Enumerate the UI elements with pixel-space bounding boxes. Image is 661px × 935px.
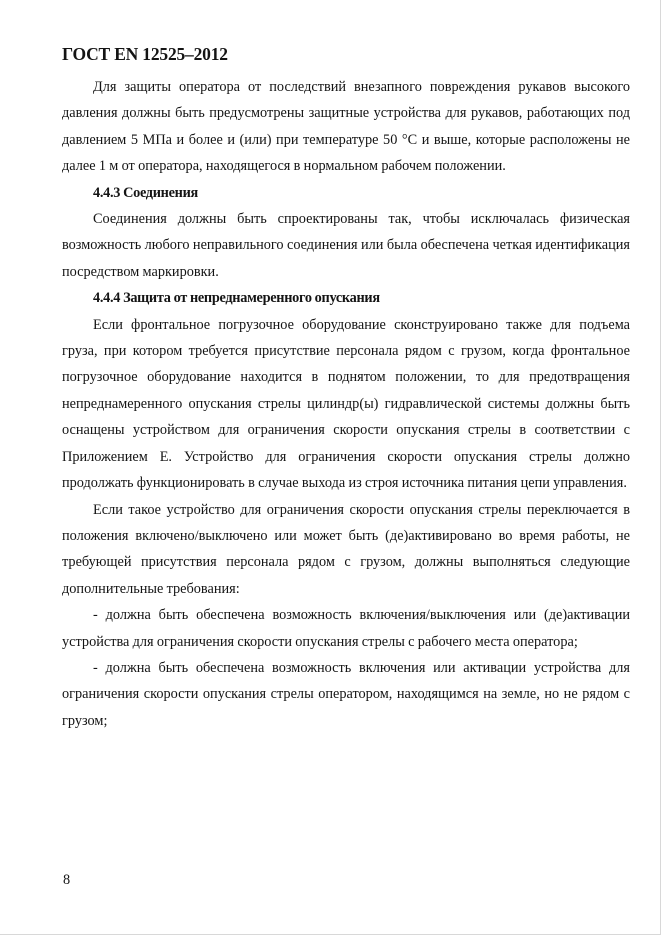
paragraph-lowering-device: Если фронтальное погрузочное оборудование сконструировано также для подъема груза, при котором требуется присутствие персонала рядом с грузом, когда фронтальное погрузочное оборудование находится в поднятом положении, то для предотвращения непреднамеренного опускания стрелы цилиндр(ы) гидравлической системы должны быть оснащены устройством для ограничения скорости опускания стрелы в соответствии с Приложением Е. Устройство для ограничения скорости опускания стрелы должно продолжать функционировать в случае выхода из строя источника питания цепи управления. (62, 316, 630, 492)
document-body (62, 74, 630, 734)
section-heading-lowering-protection: 4.4.4 Защита от непреднамеренного опускания (93, 290, 380, 307)
list-item-requirement-2: - должна быть обеспечена возможность включения или активации устройства для ограничения скорости опускания стрелы оператором, находящимся на земле, но не рядом с грузом; (62, 659, 630, 729)
page-number: 8 (63, 872, 71, 888)
paragraph-connections: Соединения должны быть спроектированы так, чтобы исключалась физическая возможность любого неправильного соединения или была обеспечена четкая идентификация посредством маркировки. (62, 211, 630, 280)
section-heading-connections: 4.4.3 Соединения (93, 184, 198, 201)
paragraph-additional-requirements: Если такое устройство для ограничения скорости опускания стрелы переключается в положения включено/выключено или может быть (де)активировано во время работы, не требующей присутствия персонала рядом с грузом, должны выполняться следующие дополнительные требования: (62, 501, 630, 597)
paragraph-hose-protection: Для защиты оператора от последствий внезапного повреждения рукавов высокого давления должны быть предусмотрены защитные устройства для рукавов, работающих под давлением 5 МПа и более и (или) при температуре 50 °С и выше, которые расположены не далее 1 м от оператора, находящегося в нормальном рабочем положении. (62, 79, 630, 175)
document-header: ГОСТ EN 12525–2012 (62, 44, 228, 64)
list-item-requirement-1: - должна быть обеспечена возможность включения/выключения или (де)активации устройства для ограничения скорости опускания стрелы с рабочего места оператора; (62, 607, 630, 650)
